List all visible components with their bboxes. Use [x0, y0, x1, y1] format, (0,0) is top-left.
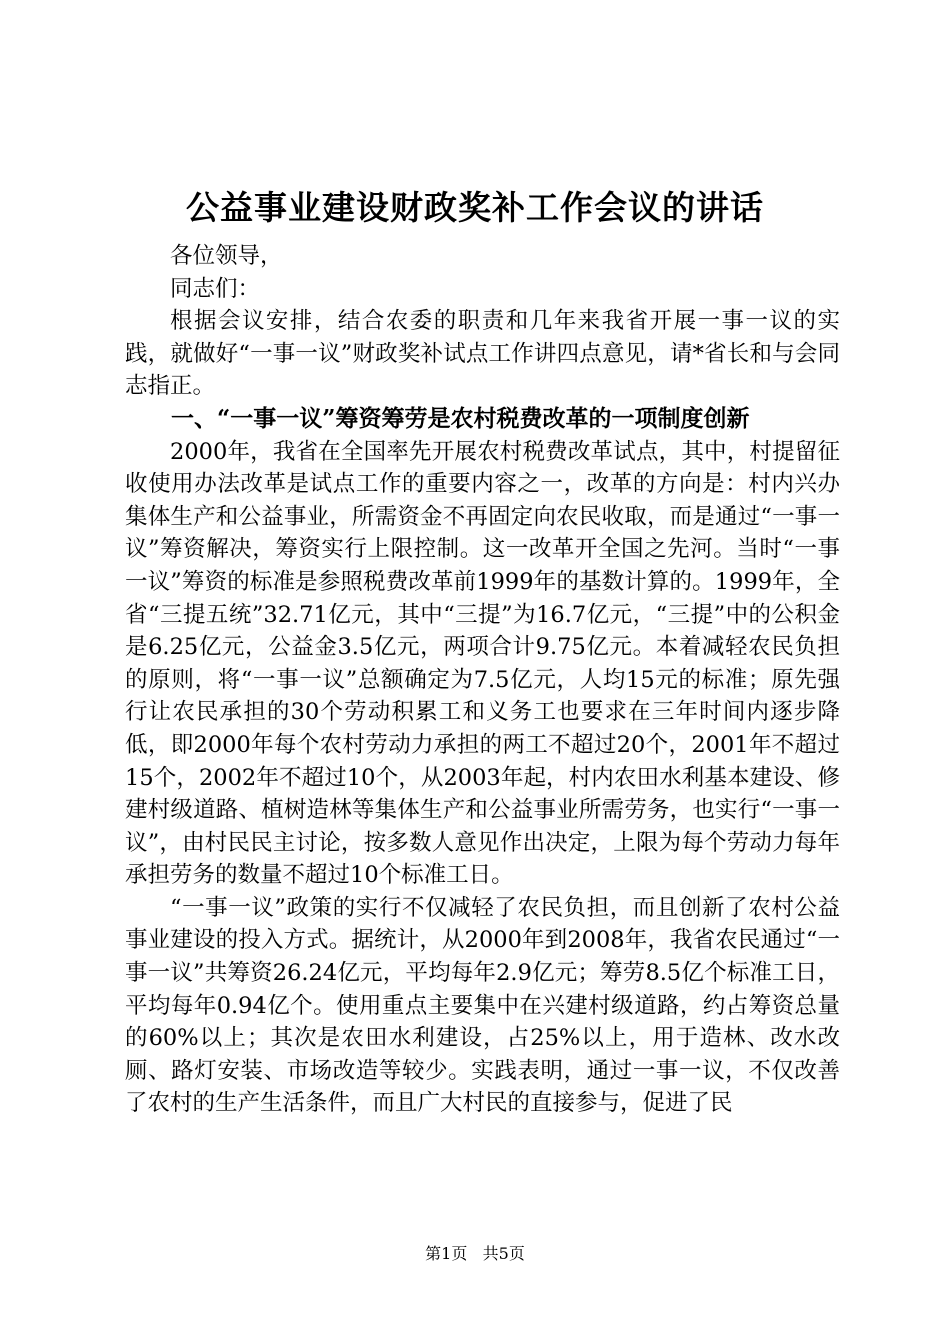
greeting-comrades: 同志们：: [170, 275, 261, 302]
page-number: 第1页: [425, 1244, 468, 1263]
greeting-leaders: 各位领导，: [170, 243, 283, 269]
body-paragraph-policy-effect: “一事一议”政策的实行不仅减轻了农民负担，而且创新了农村公益事业建设的投入方式。据统计，从2000年到2008年，我省农民通过“一事一议”共筹资26.24亿元，平均每年2.9亿元；筹劳8.5亿个标准工日，平均每年0.94亿个。使用重点主要集中在兴建村级道路，约占筹资总量的60%以上；其次是农田水利建设，占25%以上，用于造林、改水改厕、路灯安装、市场改造等较少。实践表明，通过一事一议，不仅改善了农村的生产生活条件，而且广大村民的直接参与，促进了民: [125, 894, 840, 1117]
document-title: 公益事业建设财政奖补工作会议的讲话: [186, 188, 764, 227]
document-body: [125, 240, 840, 1120]
section-heading-1: 一、“一事一议”筹资筹劳是农村税费改革的一项制度创新: [171, 404, 750, 432]
intro-paragraph: 根据会议安排，结合农委的职责和几年来我省开展一事一议的实践，就做好“一事一议”财政奖补试点工作讲四点意见，请*省长和与会同志指正。: [125, 308, 840, 400]
page-total: 共5页: [482, 1244, 525, 1263]
body-paragraph-2000-reform: 2000年，我省在全国率先开展农村税费改革试点，其中，村提留征收使用办法改革是试点工作的重要内容之一，改革的方向是：村内兴办集体生产和公益事业，所需资金不再固定向农民收取，而是通过“一事一议”筹资解决，筹资实行上限控制。这一改革开全国之先河。当时“一事一议”筹资的标准是参照税费改革前1999年的基数计算的。1999年，全省“三提五统”32.71亿元，其中“三提”为16.7亿元，“三提”中的公积金是6.25亿元，公益金3.5亿元，两项合计9.75亿元。本着减轻农民负担的原则，将“一事一议”总额确定为7.5亿元，人均15元的标准；原先强行让农民承担的30个劳动积累工和义务工也要求在三年时间内逐步降低，即2000年每个农村劳动力承担的两工不超过20个，2001年不超过15个，2002年不超过10个，从2003年起，村内农田水利基本建设、修建村级道路、植树造林等集体生产和公益事业所需劳务，也实行“一事一议”，由村民民主讨论，按多数人意见作出决定，上限为每个劳动力每年承担劳务的数量不超过10个标准工日。: [125, 438, 840, 889]
page-footer: [0, 1243, 950, 1265]
